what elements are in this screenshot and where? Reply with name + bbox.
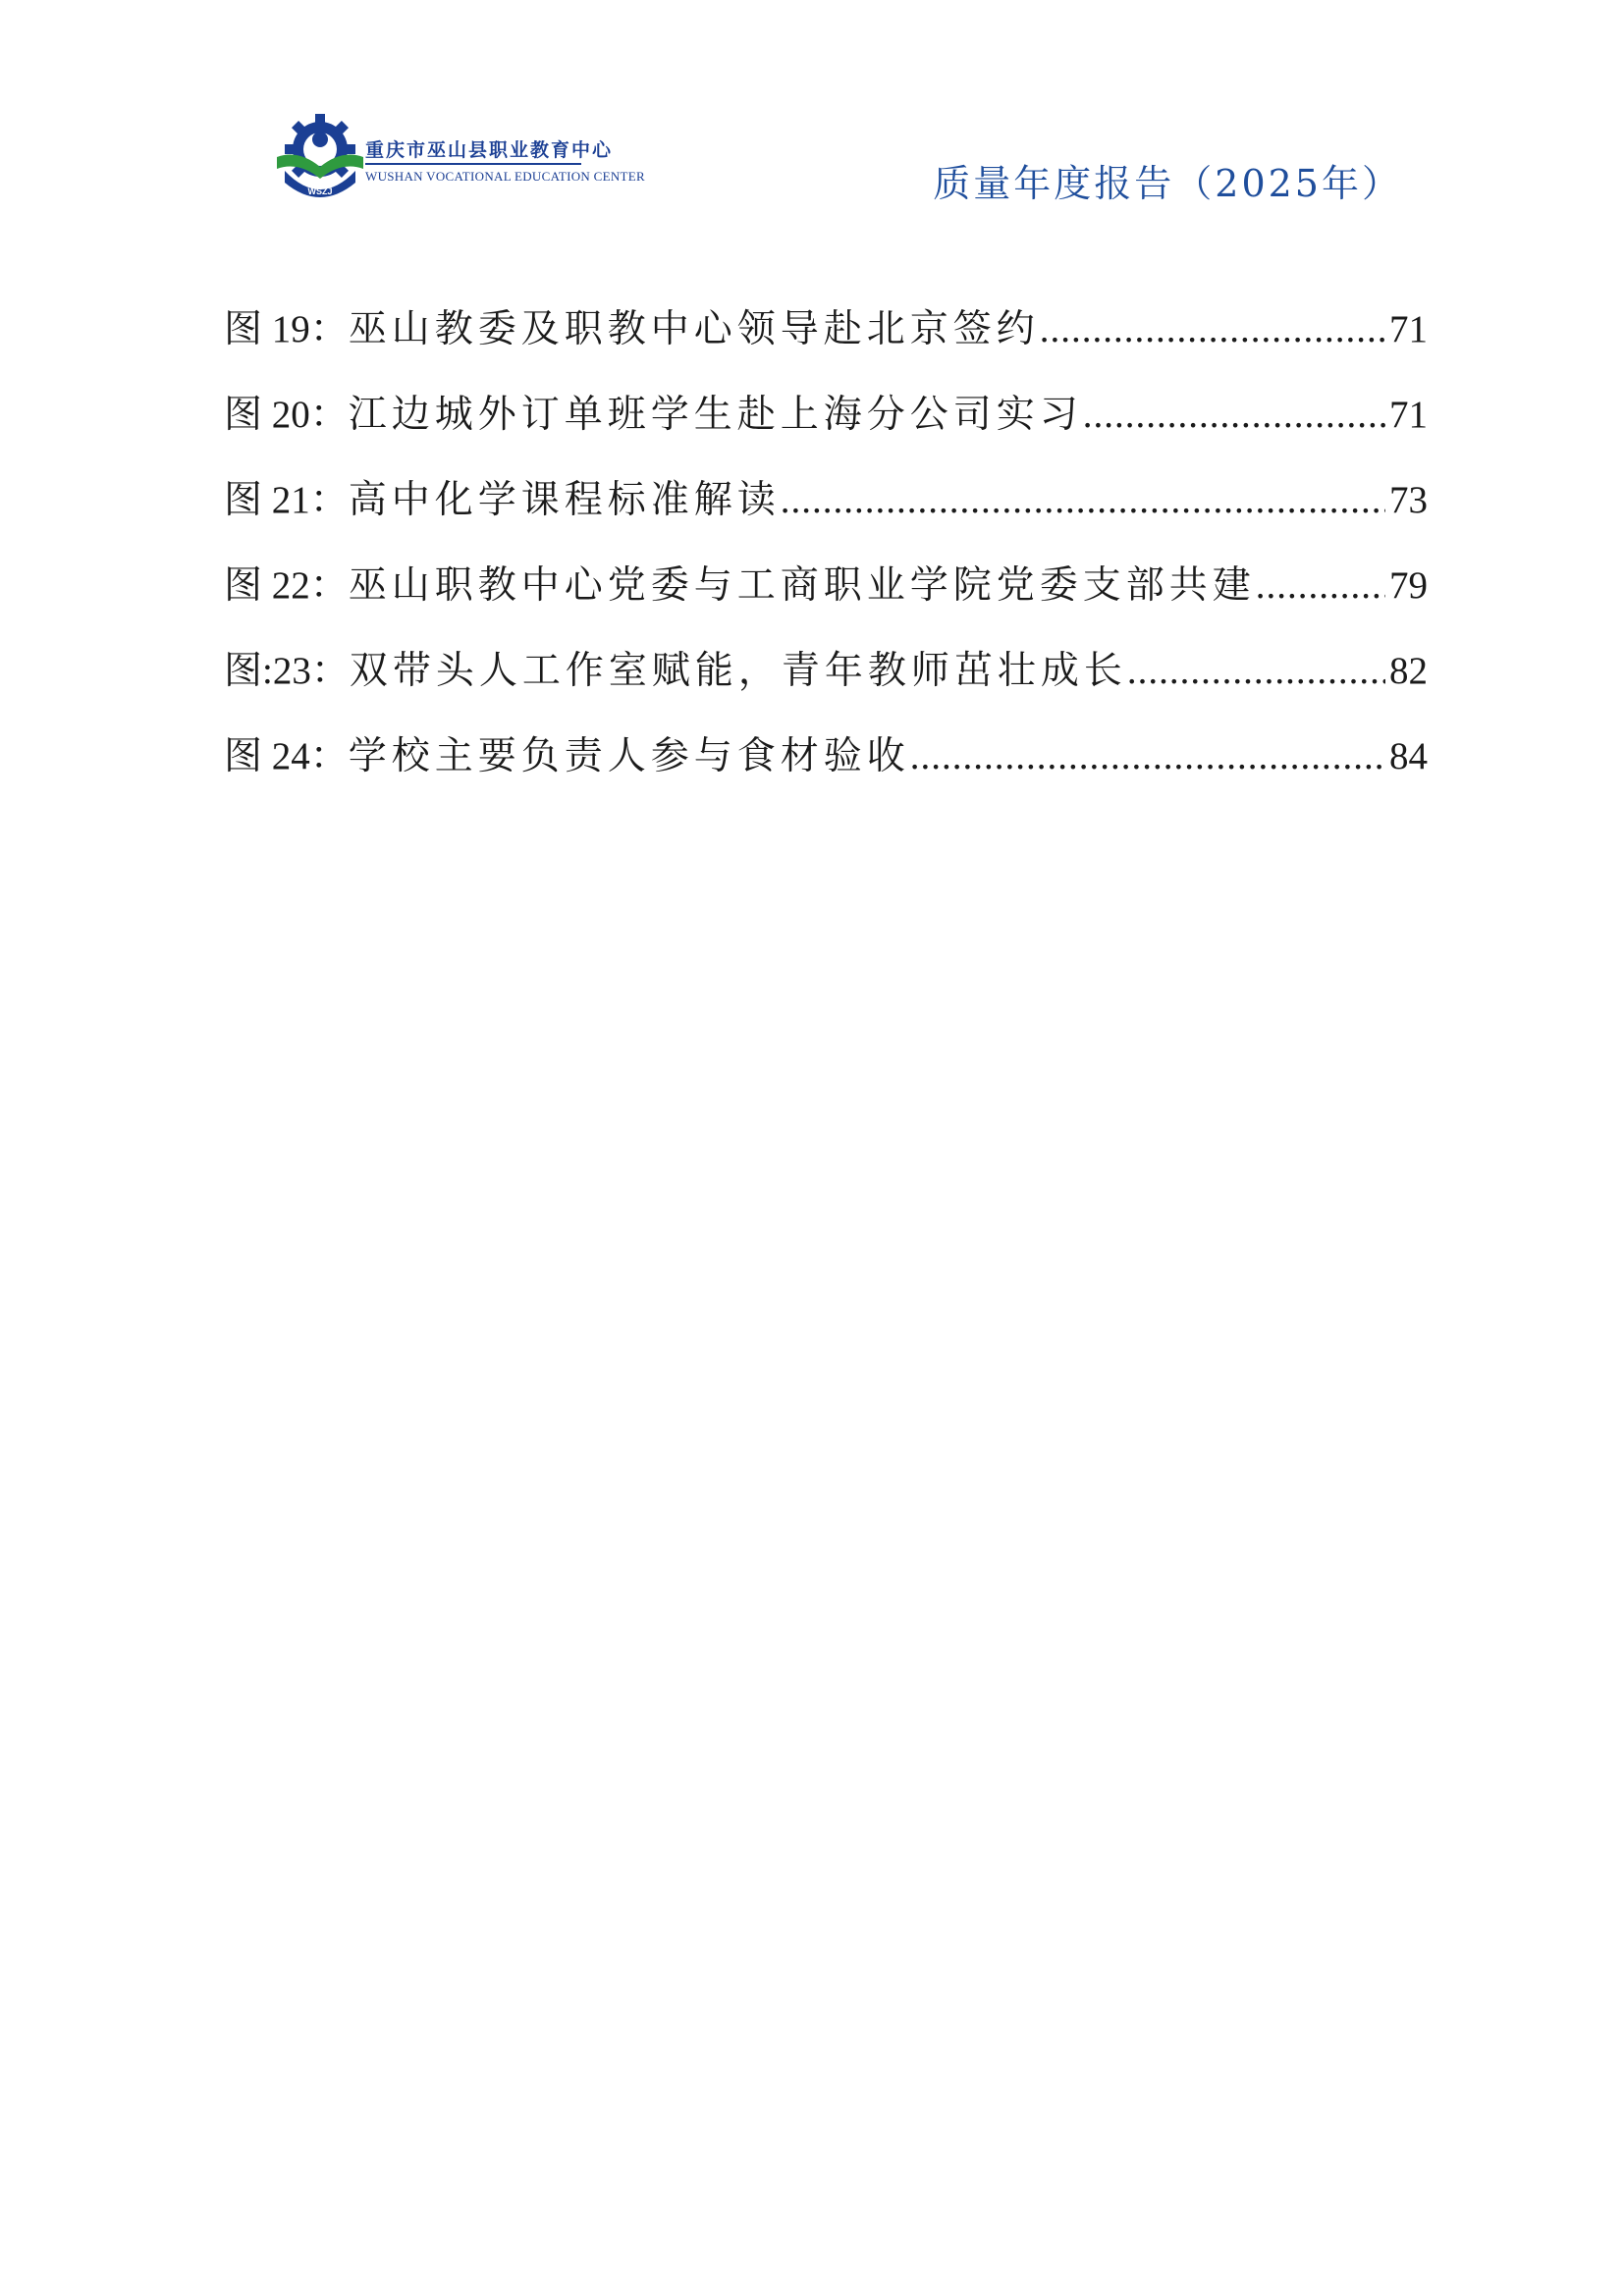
figure-number: 图 19： (224, 308, 349, 350)
page-number: 84 (1389, 735, 1428, 777)
figure-list-item[interactable] (224, 727, 1428, 813)
figure-caption: 学校主要负责人参与食材验收 (348, 734, 910, 778)
page-number: 82 (1389, 650, 1428, 692)
dot-leader (910, 727, 1385, 786)
figure-number: 图 21： (224, 479, 349, 521)
logo-badge-text: WSZJ (307, 187, 333, 196)
figure-caption: 双带头人工作室赋能，青年教师茁壮成长 (349, 649, 1127, 693)
figure-list (224, 300, 1428, 813)
figure-caption: 巫山教委及职教中心领导赴北京签约 (348, 307, 1040, 351)
logo-divider (365, 163, 581, 165)
figure-number: 图 24： (224, 735, 349, 777)
figure-list-item[interactable] (224, 386, 1428, 471)
dot-leader (1127, 642, 1385, 701)
figure-number: 图:23： (224, 650, 350, 692)
dot-leader (781, 471, 1385, 530)
figure-caption: 巫山职教中心党委与工商职业学院党委支部共建 (348, 563, 1256, 608)
page-number: 71 (1389, 308, 1428, 350)
figure-caption: 江边城外订单班学生赴上海分公司实习 (348, 393, 1083, 437)
report-title: 质量年度报告（2025年） (933, 162, 1402, 205)
page-number: 71 (1389, 394, 1428, 436)
page-number: 79 (1389, 564, 1428, 607)
figure-list-item[interactable] (224, 642, 1428, 727)
school-logo-icon (271, 110, 369, 208)
figure-list-item[interactable] (224, 557, 1428, 642)
page-number: 73 (1389, 479, 1428, 521)
figure-number: 图 20： (224, 394, 349, 436)
dot-leader (1256, 557, 1385, 615)
figure-list-item[interactable] (224, 471, 1428, 557)
school-name-cn: 重庆市巫山县职业教育中心 (365, 139, 614, 161)
school-name-en: WUSHAN VOCATIONAL EDUCATION CENTER (365, 169, 645, 184)
figure-number: 图 22： (224, 564, 349, 607)
dot-leader (1083, 386, 1385, 445)
figure-list-item[interactable] (224, 300, 1428, 386)
page-header (0, 0, 1624, 226)
dot-leader (1040, 300, 1385, 359)
figure-caption: 高中化学课程标准解读 (348, 478, 781, 522)
